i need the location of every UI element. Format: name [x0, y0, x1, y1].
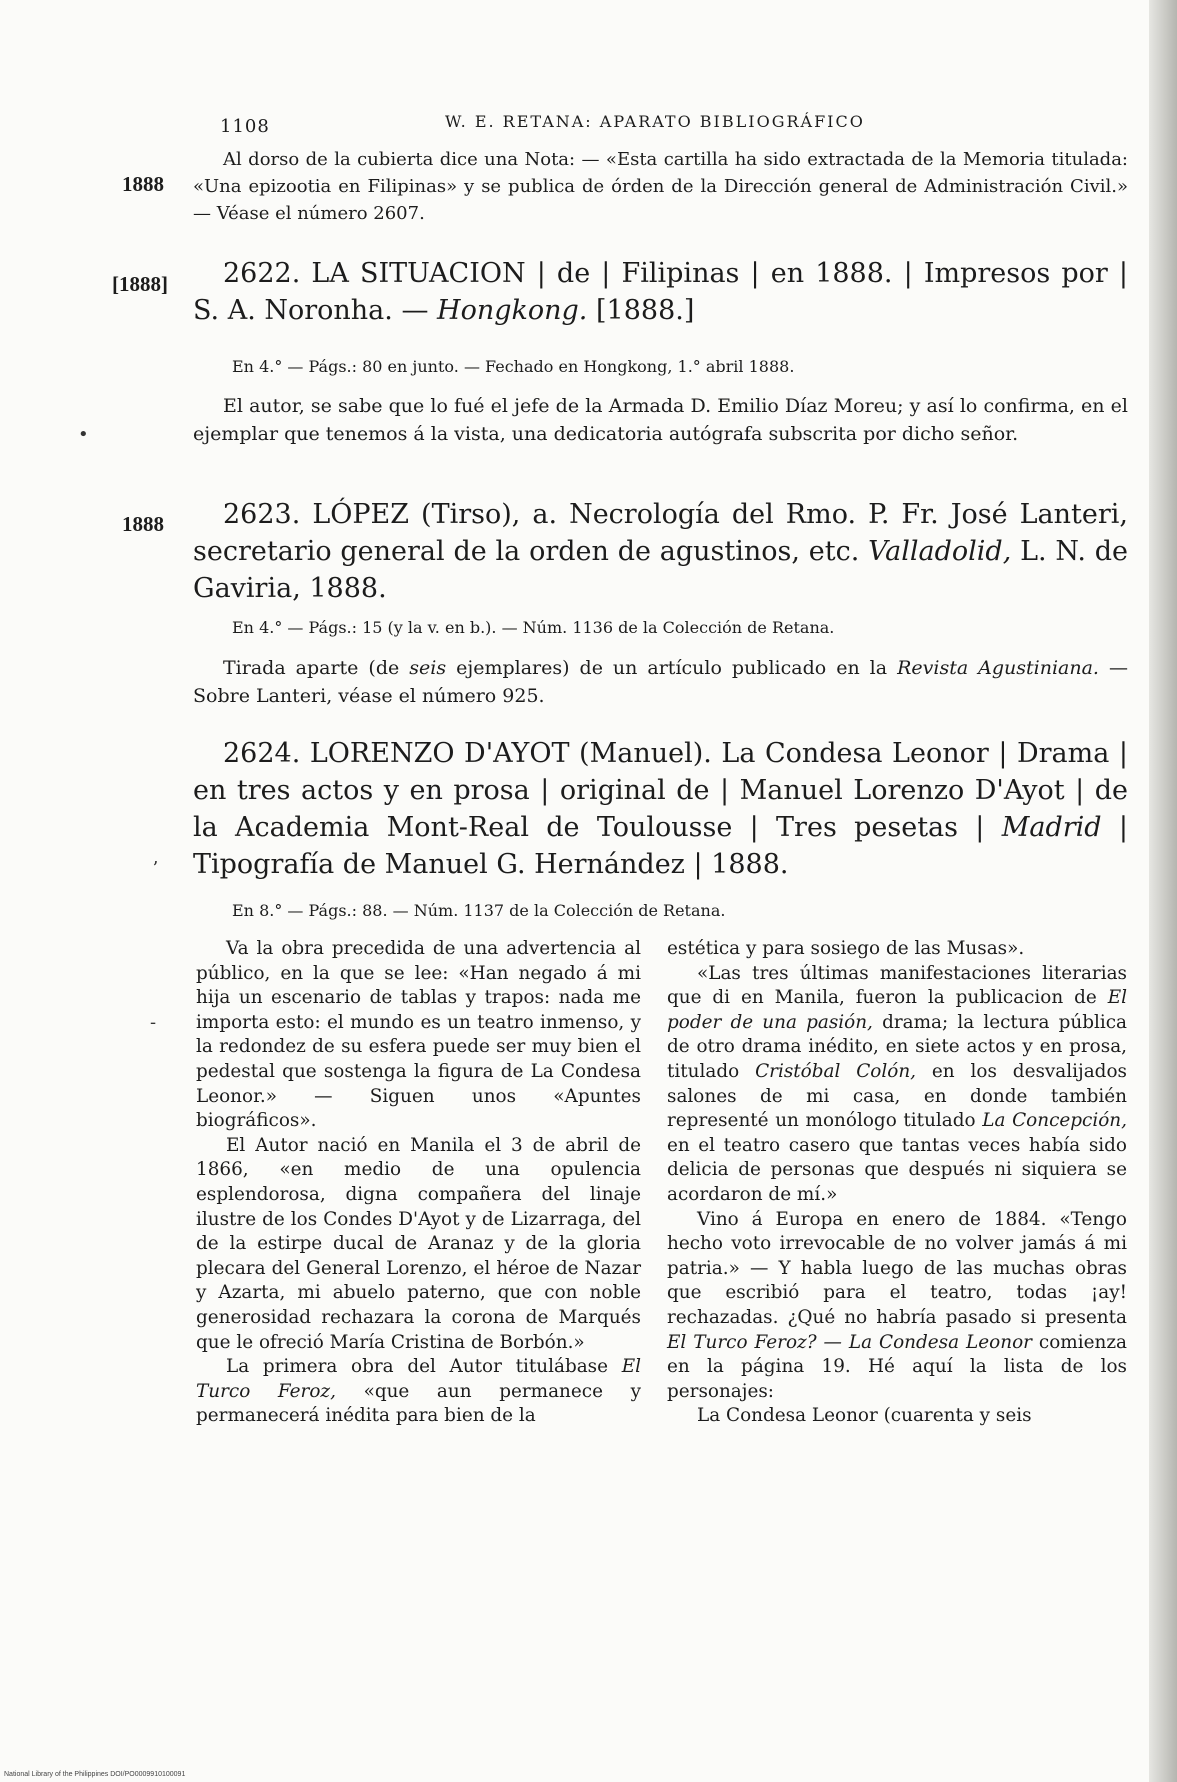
- entry-2622-title-b: [1888.]: [596, 295, 695, 326]
- intro-paragraph: [193, 146, 1128, 227]
- entry-number-2623: 2623.: [223, 499, 301, 530]
- left-col-paragraph-3: [196, 1355, 641, 1429]
- right-col-p2-d: en el teatro casero que tantas veces había sido delicia de personas que después ni siquiera se acordaron de mí.»: [667, 1134, 1127, 1205]
- left-col-paragraph-2: El Autor nació en Manila el 3 de abril de 1866, «en medio de una opulencia esplendorosa, digna compañera del linaje ilustre de los Condes D'Ayot y de Lizarraga, del de la estirpe ducal de Aranaz y de la gloria plecara del General Lorenzo, el héroe de Nazar y Azarta, mi abuelo paterno, que con noble generosidad rechazara la corona de Marqués que le ofreció María Cristina de Borbón.»: [196, 1134, 641, 1353]
- right-col-p3-b: comienza en la página 19. Hé aquí la lista de los personajes:: [667, 1331, 1127, 1402]
- intro-text: Al dorso de la cubierta dice una Nota: — «Esta cartilla ha sido extractada de la Memoria titulada: «Una epizootia en Filipinas» y se publica de órden de la Dirección general de Administración Civil.» — Véase el número 2607.: [193, 149, 1128, 224]
- entry-2622-note: [193, 392, 1128, 448]
- right-col-paragraph-2: [667, 962, 1127, 1208]
- entry-2623-title: [193, 496, 1128, 607]
- entry-number-2624: 2624.: [223, 738, 301, 769]
- entry-2623-note-seis: seis: [409, 657, 447, 679]
- year-intro: 1888: [122, 172, 164, 196]
- entry-2623-title-a: LÓPEZ (Tirso), a. Necrología del Rmo. P. Fr. José Lanteri, secretario general de la orden de agustinos, etc.: [193, 499, 1128, 567]
- left-column: [196, 937, 641, 1429]
- entry-2623-note-a: Tirada aparte (de: [223, 657, 400, 679]
- entry-2623-note-c: — Sobre Lanteri, véase el número 925.: [193, 657, 1128, 707]
- entry-2624-place: Madrid: [1001, 812, 1102, 843]
- right-col-p2-a: «Las tres últimas manifestaciones literarias que di en Manila, fueron la publicacion de: [667, 962, 1127, 1009]
- left-col-paragraph-1: Va la obra precedida de una advertencia al público, en la que se lee: «Han negado á mi hija un escenario de tablas y trapos: nada me importa esto: el mundo es un teatro inmenso, y la redondez de su esfera puede ser muy bien el pedestal que sostenga la figura de La Condesa Leonor.» — Siguen unos «Apuntes biográficos».: [196, 938, 641, 1132]
- entry-number-2622: 2622.: [223, 258, 301, 289]
- entry-2623-place: Valladolid,: [868, 536, 1012, 567]
- entry-2623-note: [193, 654, 1128, 710]
- right-col-p2-italic-2: Cristóbal Colón,: [755, 1060, 917, 1082]
- right-col-p2-italic-3: La Concepción,: [982, 1110, 1127, 1132]
- page-number: 1108: [220, 116, 270, 137]
- left-col-p3-b: «que aun permanece y permanecerá inédita para bien de la: [196, 1380, 641, 1427]
- entry-2622-desc: En 4.° — Págs.: 80 en junto. — Fechado en Hongkong, 1.° abril 1888.: [232, 357, 795, 376]
- right-col-p3-a: Vino á Europa en enero de 1884. «Tengo hecho voto irrevocable de no volver jamás á mi patria.» — Y habla luego de las muchas obras que escribió para el teatro, todas ¡ay! rechazadas. ¿Qué no habría pasado si presenta: [667, 1208, 1127, 1328]
- left-col-p3-italic: El Turco Feroz,: [196, 1356, 641, 1402]
- entry-2624-desc: En 8.° — Págs.: 88. — Núm. 1137 de la Colección de Retana.: [232, 901, 726, 920]
- running-title: W. E. RETANA: APARATO BIBLIOGRÁFICO: [445, 112, 865, 131]
- right-col-paragraph-4: La Condesa Leonor (cuarenta y seis: [697, 1405, 1032, 1427]
- entry-2622-place: Hongkong.: [437, 295, 588, 326]
- entry-2624-title-b: | Tipografía de Manuel G. Hernández | 1888.: [193, 812, 1128, 880]
- scan-footer: National Library of the Philippines DOI/PO0009910100091: [4, 1771, 186, 1778]
- running-header: [220, 112, 1000, 138]
- entry-2624-title-a: LORENZO D'AYOT (Manuel). La Condesa Leonor | Drama | en tres actos y en prosa | original de | Manuel Lorenzo D'Ayot | de la Academia Mont-Real de Toulousse | Tres pesetas |: [193, 738, 1128, 843]
- margin-dot: •: [78, 424, 89, 445]
- entry-2623-note-revista: Revista Agustiniana.: [897, 657, 1099, 679]
- page-edge-shadow: [1149, 0, 1177, 1782]
- entry-2622-note-text: El autor, se sabe que lo fué el jefe de la Armada D. Emilio Díaz Moreu; y así lo confirma, en el ejemplar que tenemos á la vista, una dedicatoria autógrafa subscrita por dicho señor.: [193, 395, 1128, 445]
- right-col-paragraph-1: estética y para sosiego de las Musas».: [667, 938, 1025, 959]
- year-2623: 1888: [122, 512, 164, 536]
- entry-2623-note-b: ejemplares) de un artículo publicado en la: [456, 657, 888, 679]
- entry-2622-title-a: LA SITUACION | de | Filipinas | en 1888. | Impresos por | S. A. Noronha. —: [193, 258, 1128, 326]
- right-col-paragraph-3: [667, 1208, 1127, 1405]
- year-2622: [1888]: [112, 272, 168, 296]
- left-col-p3-a: La primera obra del Autor titulábase: [226, 1356, 608, 1378]
- margin-dash: -: [150, 1012, 157, 1033]
- right-col-p2-b: drama; la lectura pública de otro drama inédito, en siete actos y en prosa, titulado: [667, 1011, 1127, 1082]
- right-col-p3-italic: El Turco Feroz? — La Condesa Leonor: [667, 1331, 1032, 1353]
- right-column: [667, 937, 1127, 1429]
- entry-2623-title-b: L. N. de Gaviria, 1888.: [193, 536, 1128, 604]
- entry-2624-title: [193, 735, 1128, 883]
- margin-tick: ʼ: [152, 858, 158, 879]
- right-col-p2-c: en los desvalijados salones de mi casa, en donde también representé un monólogo titulado: [667, 1060, 1127, 1132]
- right-col-p2-italic-1: El poder de una pasión,: [667, 987, 1127, 1033]
- entry-2622-title: [193, 255, 1128, 329]
- entry-2623-desc: En 4.° — Págs.: 15 (y la v. en b.). — Núm. 1136 de la Colección de Retana.: [232, 618, 835, 637]
